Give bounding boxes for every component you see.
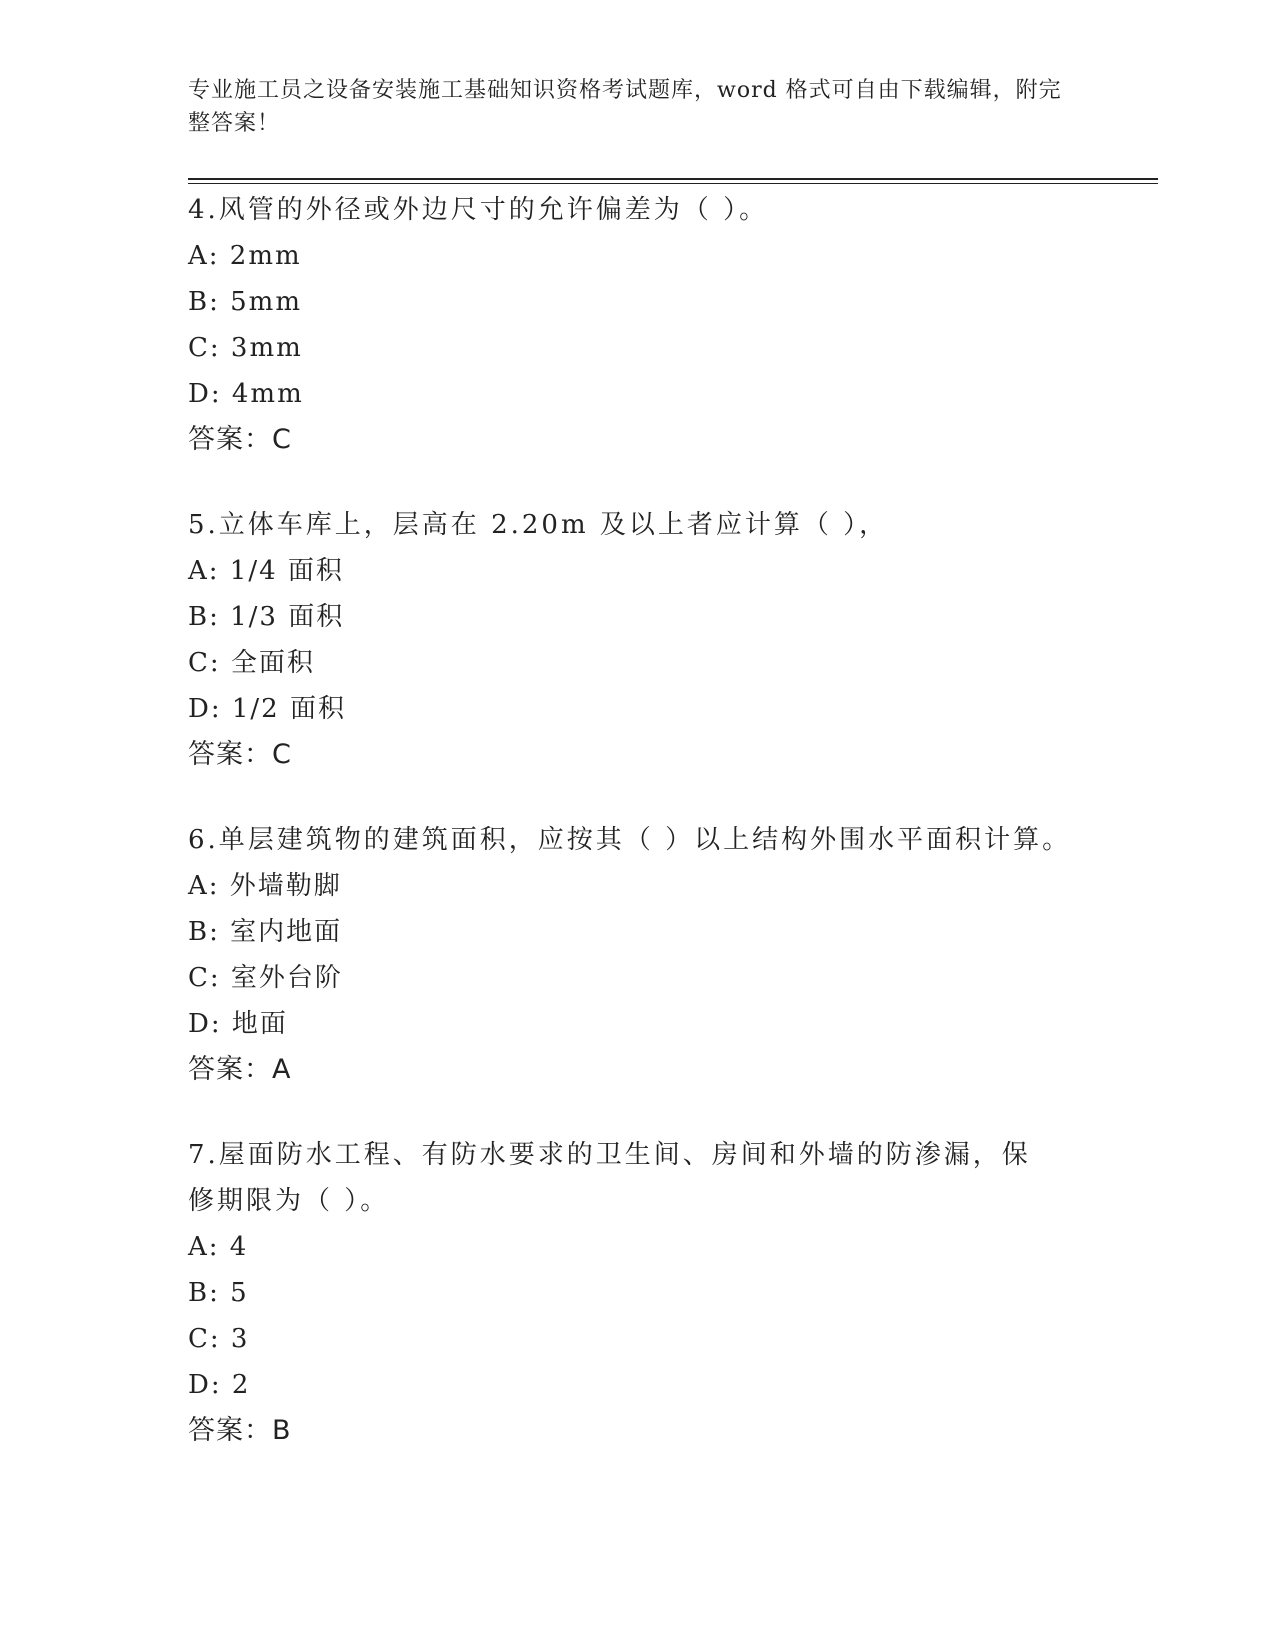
question-5 bbox=[188, 502, 1088, 778]
option-a: A: 2mm bbox=[188, 241, 302, 271]
question-stem: 6.单层建筑物的建筑面积，应按其（ ）以上结构外围水平面积计算。 bbox=[188, 825, 1072, 855]
option-b: B: 室内地面 bbox=[188, 917, 343, 947]
option-c: C: 全面积 bbox=[188, 648, 315, 678]
answer-label: 答案：C bbox=[188, 424, 292, 455]
option-d: D: 2 bbox=[188, 1370, 251, 1400]
question-4 bbox=[188, 187, 1088, 463]
answer-label: 答案：B bbox=[188, 1415, 292, 1446]
option-b: B: 5mm bbox=[188, 287, 302, 317]
answer-label: 答案：C bbox=[188, 739, 292, 770]
answer-label: 答案：A bbox=[188, 1054, 292, 1085]
document-header: 专业施工员之设备安装施工基础知识资格考试题库，word 格式可自由下载编辑，附完整答案！ bbox=[188, 78, 1062, 136]
option-d: D: 1/2 面积 bbox=[188, 694, 346, 724]
option-a: A: 1/4 面积 bbox=[188, 556, 344, 586]
question-7 bbox=[188, 1132, 1048, 1454]
option-d: D: 地面 bbox=[188, 1009, 288, 1039]
option-b: B: 5 bbox=[188, 1278, 249, 1308]
question-stem: 4.风管的外径或外边尺寸的允许偏差为（ ）。 bbox=[188, 195, 769, 225]
option-c: C: 室外台阶 bbox=[188, 963, 343, 993]
header-divider-thin bbox=[188, 183, 1158, 184]
option-b: B: 1/3 面积 bbox=[188, 602, 345, 632]
question-stem: 7.屋面防水工程、有防水要求的卫生间、房间和外墙的防渗漏，保修期限为（ ）。 bbox=[188, 1140, 1031, 1216]
option-a: A: 4 bbox=[188, 1232, 249, 1262]
option-c: C: 3 bbox=[188, 1324, 250, 1354]
header-divider-thick bbox=[188, 178, 1158, 180]
option-c: C: 3mm bbox=[188, 333, 303, 363]
option-a: A: 外墙勒脚 bbox=[188, 871, 342, 901]
question-stem: 5.立体车库上，层高在 2.20m 及以上者应计算（ ）， bbox=[188, 510, 889, 540]
question-6 bbox=[188, 817, 1088, 1093]
option-d: D: 4mm bbox=[188, 379, 304, 409]
